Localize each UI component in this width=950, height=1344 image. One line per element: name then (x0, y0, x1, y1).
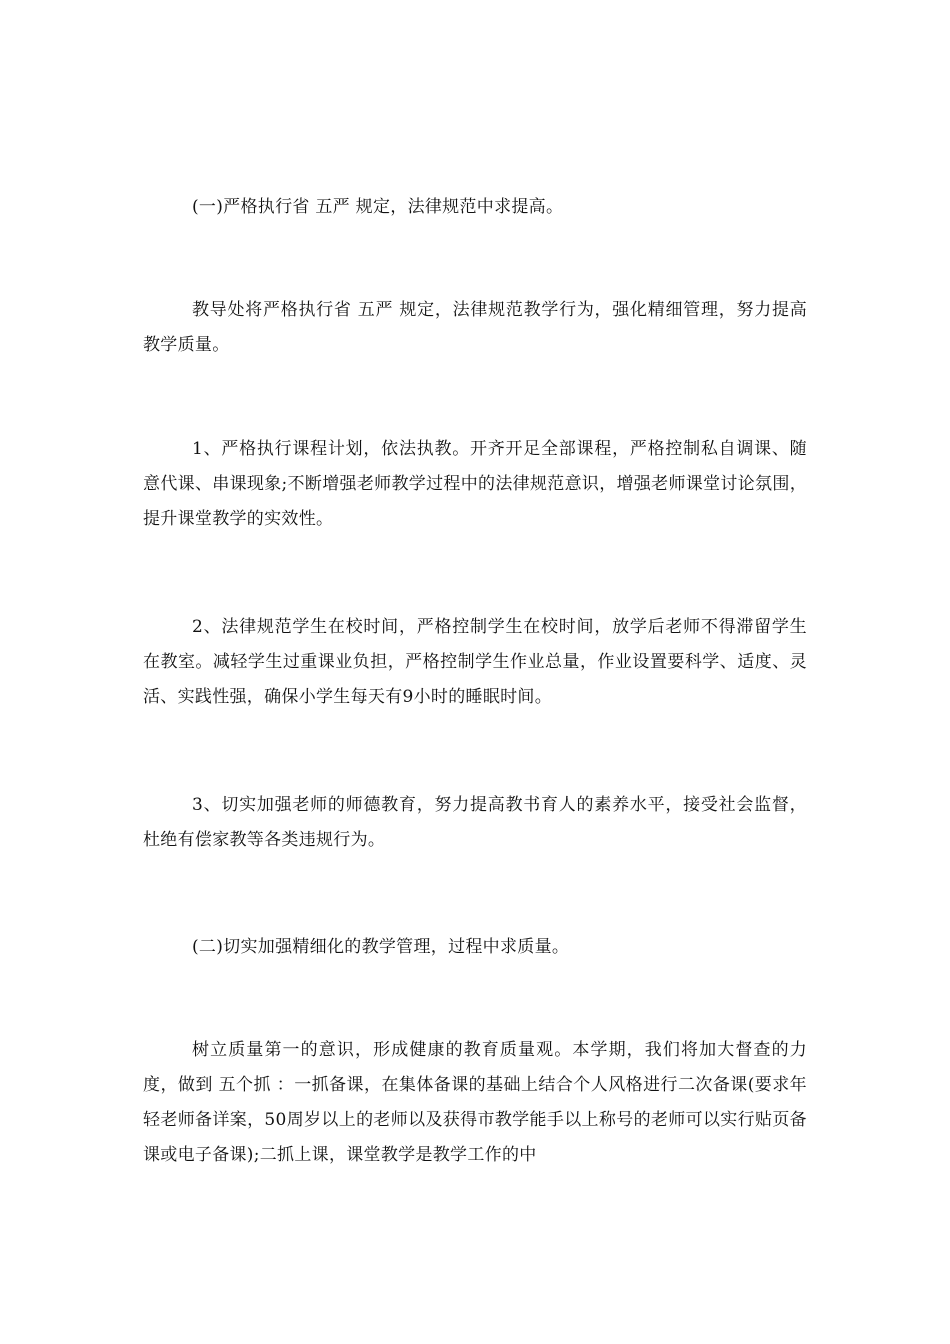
paragraph-item-3: 3、切实加强老师的师德教育，努力提高教书育人的素养水平，接受社会监督，杜绝有偿家教等各类违规行为。 (143, 795, 807, 850)
section-heading-1: (一)严格执行省 五严 规定，法律规范中求提高。 (192, 197, 564, 217)
section-heading-2: (二)切实加强精细化的教学管理，过程中求质量。 (192, 937, 570, 957)
paragraph-quality: 树立质量第一的意识，形成健康的教育质量观。本学期，我们将加大督查的力度，做到 五个抓 ：一抓备课，在集体备课的基础上结合个人风格进行二次备课(要求年轻老师备详案，50周岁以上的老师以及获得市教学能手以上称号的老师可以实行贴页备课或电子备课);二抓上课，课堂教学是教学工作的中 (143, 1040, 807, 1165)
paragraph-item-2: 2、法律规范学生在校时间，严格控制学生在校时间，放学后老师不得滞留学生在教室。减轻学生过重课业负担，严格控制学生作业总量，作业设置要科学、适度、灵活、实践性强，确保小学生每天有9小时的睡眠时间。 (143, 617, 807, 707)
paragraph-intro: 教导处将严格执行省 五严 规定，法律规范教学行为，强化精细管理，努力提高教学质量。 (143, 300, 807, 355)
paragraph-item-1: 1、严格执行课程计划，依法执教。开齐开足全部课程，严格控制私自调课、随意代课、串课现象;不断增强老师教学过程中的法律规范意识，增强老师课堂讨论氛围，提升课堂教学的实效性。 (143, 439, 807, 529)
